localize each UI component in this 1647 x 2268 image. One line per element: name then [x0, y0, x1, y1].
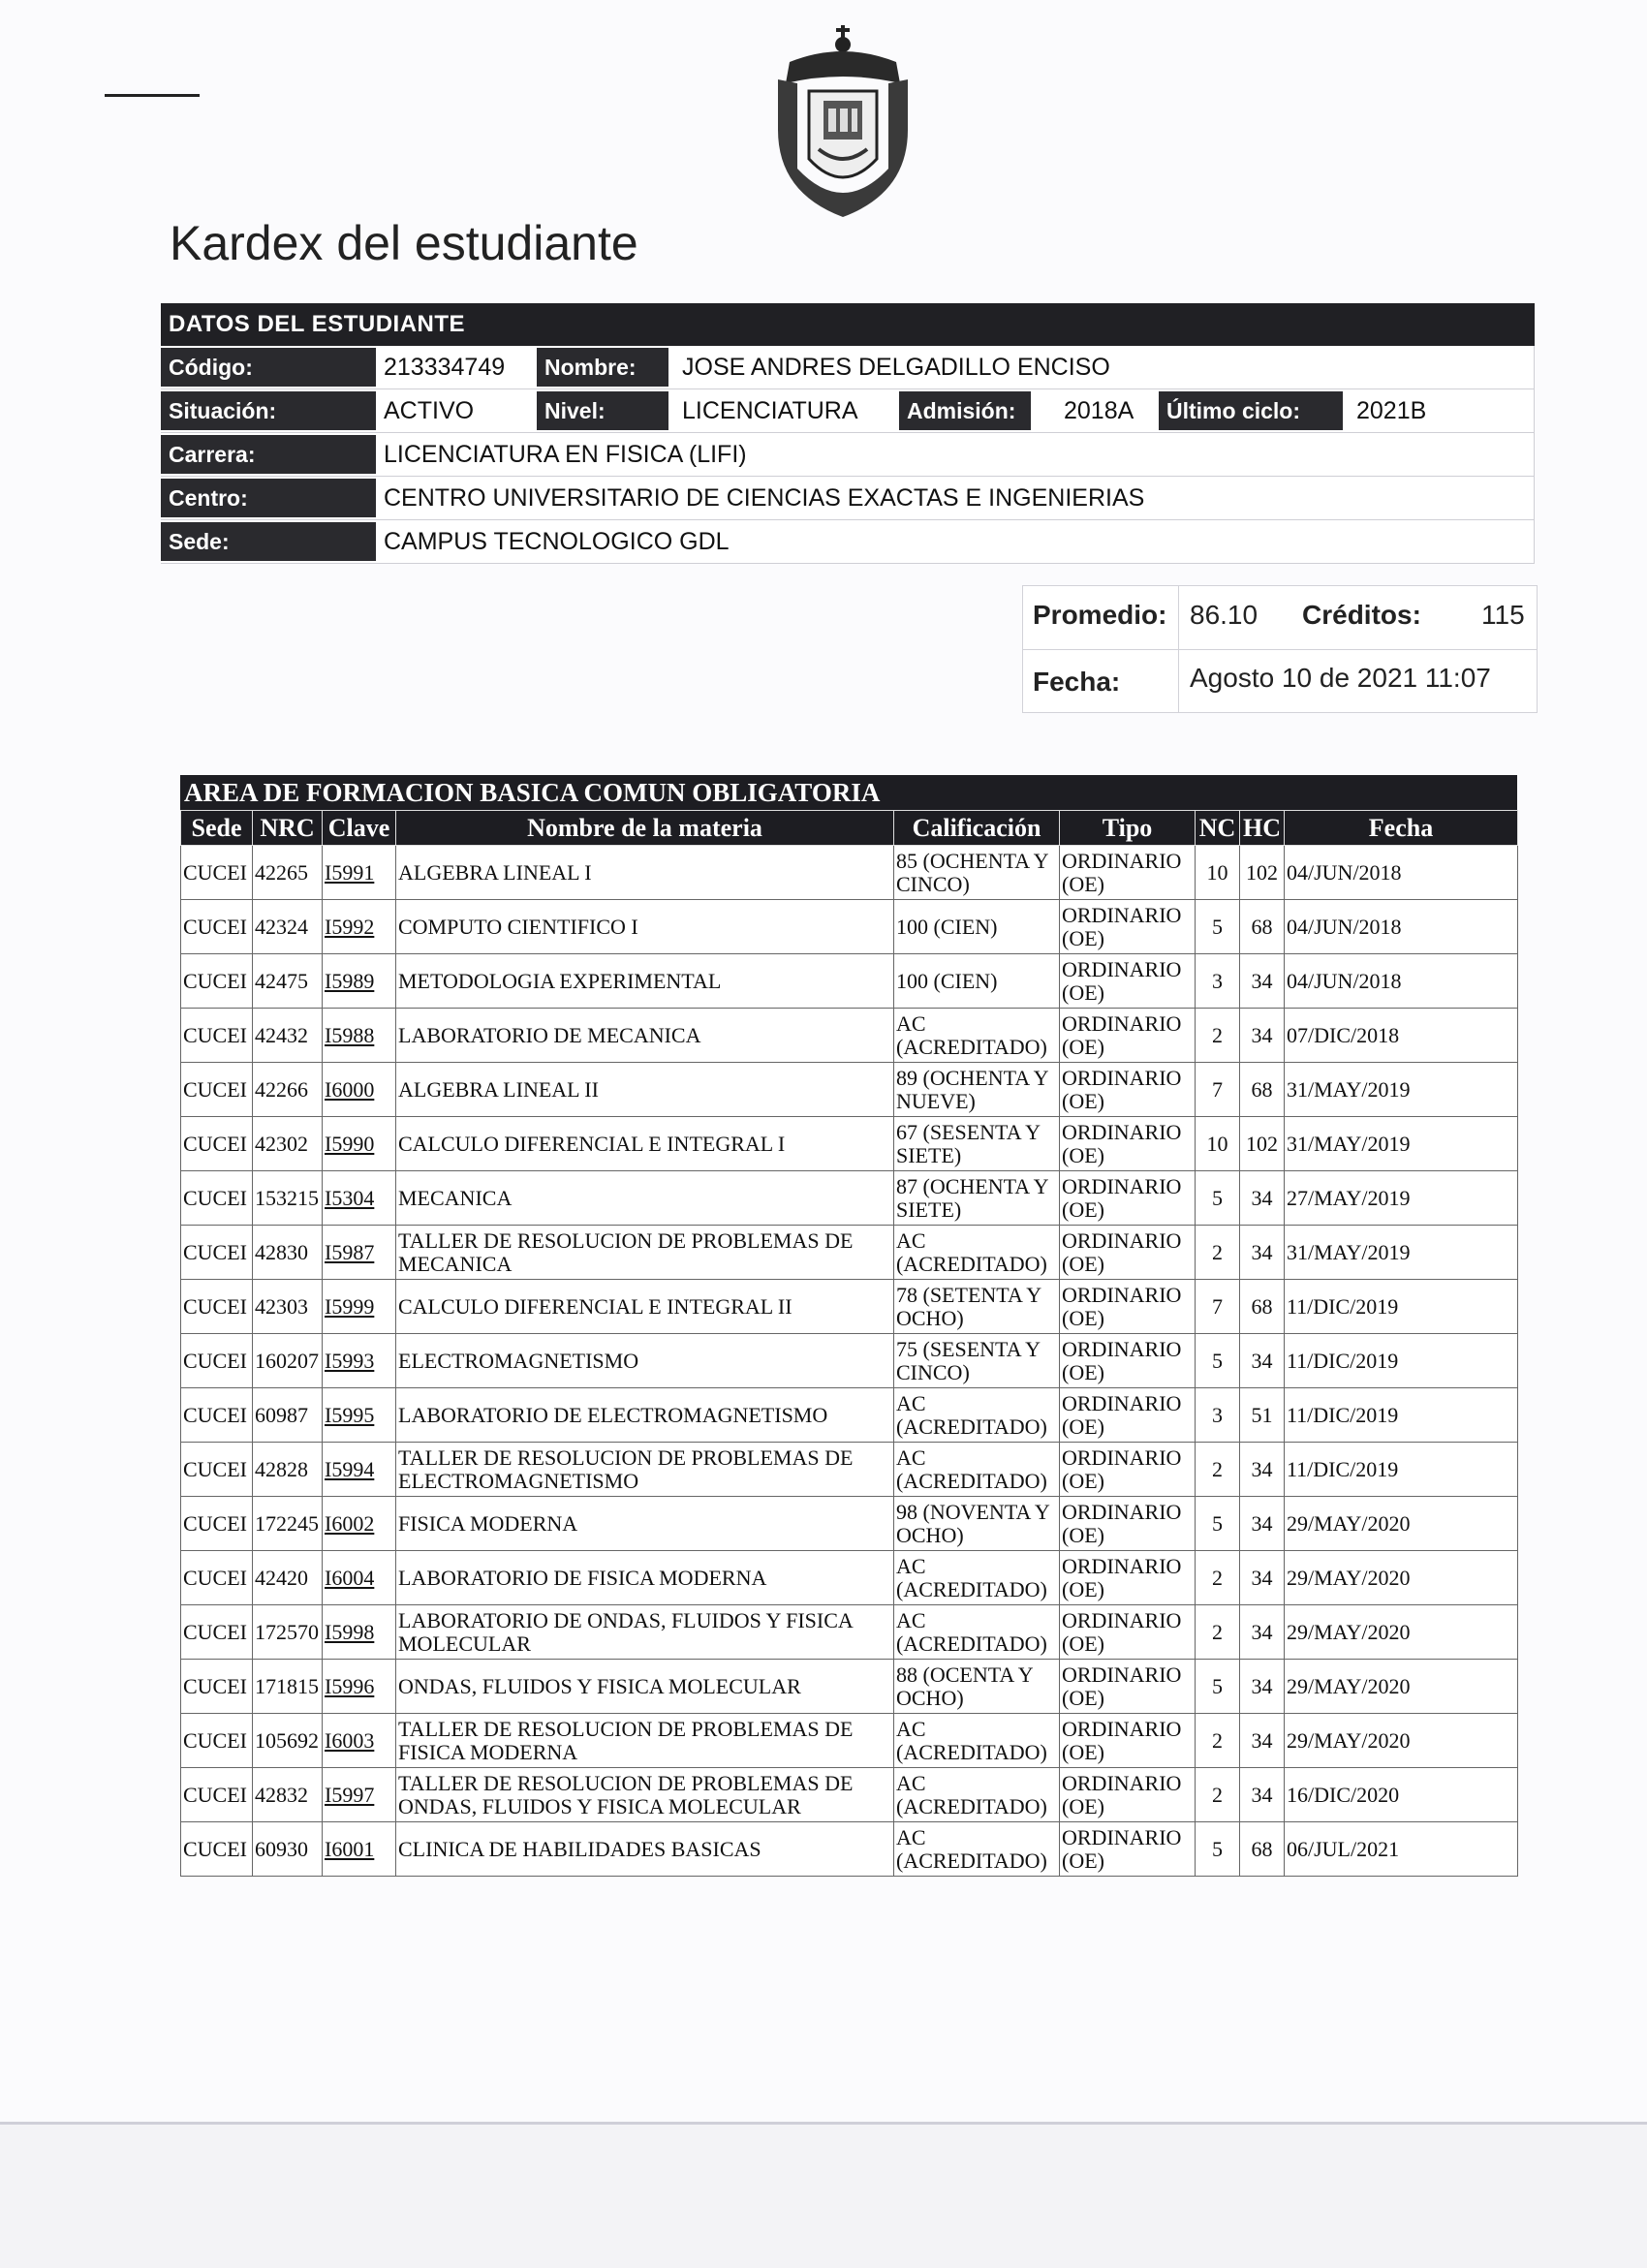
cell-nombre-materia: METODOLOGIA EXPERIMENTAL	[396, 954, 894, 1009]
area-title: AREA DE FORMACION BASICA COMUN OBLIGATORIA	[180, 775, 1517, 810]
cell-tipo: ORDINARIO (OE)	[1060, 1009, 1196, 1063]
cell-nc: 2	[1196, 1551, 1240, 1605]
cell-sede: CUCEI	[181, 1497, 253, 1551]
codigo-value: 213334749	[384, 354, 506, 381]
cell-calificacion: AC (ACREDITADO)	[894, 1388, 1060, 1443]
cell-nc: 5	[1196, 1334, 1240, 1388]
cell-fecha: 31/MAY/2019	[1285, 1117, 1518, 1171]
cell-nombre-materia: LABORATORIO DE ONDAS, FLUIDOS Y FISICA MOLECULAR	[396, 1605, 894, 1660]
cell-tipo: ORDINARIO (OE)	[1060, 1171, 1196, 1226]
cell-fecha: 31/MAY/2019	[1285, 1226, 1518, 1280]
situacion-label: Situación:	[161, 391, 376, 430]
cell-fecha: 06/JUL/2021	[1285, 1822, 1518, 1877]
cell-nombre-materia: COMPUTO CIENTIFICO I	[396, 900, 894, 954]
cell-clave[interactable]: I5989	[323, 954, 396, 1009]
cell-tipo: ORDINARIO (OE)	[1060, 1822, 1196, 1877]
cell-clave[interactable]: I5304	[323, 1171, 396, 1226]
cell-nrc: 42432	[253, 1009, 323, 1063]
table-row	[181, 1280, 1518, 1334]
cell-clave[interactable]: I6000	[323, 1063, 396, 1117]
cell-hc: 34	[1240, 1714, 1285, 1768]
table-row	[181, 1117, 1518, 1171]
cell-clave[interactable]: I5987	[323, 1226, 396, 1280]
nivel-value: LICENCIATURA	[682, 397, 858, 424]
cell-nc: 2	[1196, 1768, 1240, 1822]
carrera-label: Carrera:	[161, 435, 376, 474]
cell-tipo: ORDINARIO (OE)	[1060, 1280, 1196, 1334]
cell-nc: 2	[1196, 1009, 1240, 1063]
cell-nc: 5	[1196, 1822, 1240, 1877]
cell-hc: 68	[1240, 1822, 1285, 1877]
cell-clave[interactable]: I6004	[323, 1551, 396, 1605]
cell-nrc: 42420	[253, 1551, 323, 1605]
cell-nc: 5	[1196, 1497, 1240, 1551]
table-row	[181, 846, 1518, 900]
cell-sede: CUCEI	[181, 1171, 253, 1226]
ultimo-ciclo-label: Último ciclo:	[1159, 391, 1343, 430]
cell-sede: CUCEI	[181, 1063, 253, 1117]
fecha-label: Fecha:	[1033, 667, 1121, 697]
cell-calificacion: AC (ACREDITADO)	[894, 1768, 1060, 1822]
cell-fecha: 04/JUN/2018	[1285, 954, 1518, 1009]
cell-hc: 34	[1240, 954, 1285, 1009]
cell-sede: CUCEI	[181, 1551, 253, 1605]
course-table	[180, 810, 1518, 1877]
centro-label: Centro:	[161, 479, 376, 517]
cell-fecha: 04/JUN/2018	[1285, 846, 1518, 900]
cell-nombre-materia: TALLER DE RESOLUCION DE PROBLEMAS DE FISICA MODERNA	[396, 1714, 894, 1768]
cell-nombre-materia: CALCULO DIFERENCIAL E INTEGRAL II	[396, 1280, 894, 1334]
cell-nombre-materia: MECANICA	[396, 1171, 894, 1226]
sede-label: Sede:	[161, 522, 376, 561]
cell-calificacion: AC (ACREDITADO)	[894, 1605, 1060, 1660]
cell-fecha: 07/DIC/2018	[1285, 1009, 1518, 1063]
cell-hc: 102	[1240, 846, 1285, 900]
summary-panel	[1022, 585, 1538, 713]
cell-hc: 34	[1240, 1768, 1285, 1822]
cell-calificacion: AC (ACREDITADO)	[894, 1226, 1060, 1280]
cell-nrc: 42265	[253, 846, 323, 900]
cell-fecha: 27/MAY/2019	[1285, 1171, 1518, 1226]
cell-hc: 51	[1240, 1388, 1285, 1443]
cell-tipo: ORDINARIO (OE)	[1060, 1117, 1196, 1171]
nombre-value: JOSE ANDRES DELGADILLO ENCISO	[682, 354, 1110, 381]
table-row	[181, 1497, 1518, 1551]
creditos-value: 115	[1481, 600, 1525, 630]
cell-hc: 68	[1240, 1280, 1285, 1334]
cell-clave[interactable]: I5997	[323, 1768, 396, 1822]
cell-nombre-materia: LABORATORIO DE ELECTROMAGNETISMO	[396, 1388, 894, 1443]
cell-calificacion: 88 (OCENTA Y OCHO)	[894, 1660, 1060, 1714]
cell-nrc: 160207	[253, 1334, 323, 1388]
cell-fecha: 16/DIC/2020	[1285, 1768, 1518, 1822]
column-header-nrc: NRC	[253, 811, 323, 846]
row-carrera	[161, 433, 1535, 477]
table-row	[181, 1551, 1518, 1605]
nivel-label: Nivel:	[537, 391, 668, 430]
summary-divider	[1178, 586, 1179, 712]
cell-nc: 7	[1196, 1280, 1240, 1334]
situacion-value: ACTIVO	[384, 397, 475, 424]
table-row	[181, 1009, 1518, 1063]
cell-clave[interactable]: I5988	[323, 1009, 396, 1063]
admision-value: 2018A	[1064, 397, 1134, 424]
cell-nrc: 42303	[253, 1280, 323, 1334]
cell-tipo: ORDINARIO (OE)	[1060, 954, 1196, 1009]
cell-calificacion: AC (ACREDITADO)	[894, 1443, 1060, 1497]
cell-clave[interactable]: I5995	[323, 1388, 396, 1443]
cell-fecha: 04/JUN/2018	[1285, 900, 1518, 954]
cell-sede: CUCEI	[181, 846, 253, 900]
table-row	[181, 900, 1518, 954]
cell-fecha: 29/MAY/2020	[1285, 1551, 1518, 1605]
cell-fecha: 11/DIC/2019	[1285, 1334, 1518, 1388]
row-situacion	[161, 389, 1535, 433]
cell-tipo: ORDINARIO (OE)	[1060, 900, 1196, 954]
cell-sede: CUCEI	[181, 900, 253, 954]
course-table-body	[181, 846, 1518, 1877]
cell-calificacion: AC (ACREDITADO)	[894, 1551, 1060, 1605]
cell-hc: 34	[1240, 1443, 1285, 1497]
cell-fecha: 29/MAY/2020	[1285, 1605, 1518, 1660]
cell-sede: CUCEI	[181, 1822, 253, 1877]
cell-tipo: ORDINARIO (OE)	[1060, 1388, 1196, 1443]
cell-hc: 34	[1240, 1009, 1285, 1063]
cell-sede: CUCEI	[181, 954, 253, 1009]
cell-sede: CUCEI	[181, 1388, 253, 1443]
cell-nc: 3	[1196, 1388, 1240, 1443]
cell-calificacion: 78 (SETENTA Y OCHO)	[894, 1280, 1060, 1334]
cell-sede: CUCEI	[181, 1009, 253, 1063]
cell-tipo: ORDINARIO (OE)	[1060, 1768, 1196, 1822]
cell-hc: 68	[1240, 1063, 1285, 1117]
cell-tipo: ORDINARIO (OE)	[1060, 1551, 1196, 1605]
cell-clave[interactable]: I6002	[323, 1497, 396, 1551]
cell-sede: CUCEI	[181, 1334, 253, 1388]
column-header-sede: Sede	[181, 811, 253, 846]
cell-nrc: 42830	[253, 1226, 323, 1280]
promedio-label: Promedio:	[1033, 600, 1167, 630]
nombre-label: Nombre:	[537, 348, 668, 387]
cell-tipo: ORDINARIO (OE)	[1060, 1497, 1196, 1551]
cell-calificacion: 100 (CIEN)	[894, 900, 1060, 954]
cell-nc: 10	[1196, 846, 1240, 900]
cell-fecha: 29/MAY/2020	[1285, 1714, 1518, 1768]
cell-calificacion: AC (ACREDITADO)	[894, 1822, 1060, 1877]
cell-nrc: 42324	[253, 900, 323, 954]
cell-nombre-materia: ALGEBRA LINEAL I	[396, 846, 894, 900]
carrera-value: LICENCIATURA EN FISICA (LIFI)	[384, 441, 747, 468]
cell-nc: 5	[1196, 900, 1240, 954]
admision-label: Admisión:	[899, 391, 1031, 430]
cell-hc: 34	[1240, 1551, 1285, 1605]
cell-tipo: ORDINARIO (OE)	[1060, 1605, 1196, 1660]
cell-nombre-materia: ELECTROMAGNETISMO	[396, 1334, 894, 1388]
sede-value: CAMPUS TECNOLOGICO GDL	[384, 528, 730, 555]
table-row	[181, 954, 1518, 1009]
cell-nc: 2	[1196, 1226, 1240, 1280]
cell-hc: 34	[1240, 1334, 1285, 1388]
cell-nc: 5	[1196, 1171, 1240, 1226]
cell-hc: 68	[1240, 900, 1285, 954]
column-header-hc: HC	[1240, 811, 1285, 846]
cell-tipo: ORDINARIO (OE)	[1060, 1443, 1196, 1497]
column-header-nombre-materia: Nombre de la materia	[396, 811, 894, 846]
cell-fecha: 31/MAY/2019	[1285, 1063, 1518, 1117]
cell-nc: 2	[1196, 1443, 1240, 1497]
table-row	[181, 1660, 1518, 1714]
cell-nrc: 42266	[253, 1063, 323, 1117]
cell-calificacion: AC (ACREDITADO)	[894, 1714, 1060, 1768]
cell-nrc: 172245	[253, 1497, 323, 1551]
cell-clave[interactable]: I5996	[323, 1660, 396, 1714]
cell-hc: 34	[1240, 1660, 1285, 1714]
cell-clave[interactable]: I5990	[323, 1117, 396, 1171]
column-header-calificacion: Calificación	[894, 811, 1060, 846]
cell-clave[interactable]: I6003	[323, 1714, 396, 1768]
cell-fecha: 29/MAY/2020	[1285, 1660, 1518, 1714]
column-header-nc: NC	[1196, 811, 1240, 846]
cell-sede: CUCEI	[181, 1280, 253, 1334]
cell-tipo: ORDINARIO (OE)	[1060, 1063, 1196, 1117]
row-sede	[161, 520, 1535, 564]
cell-sede: CUCEI	[181, 1117, 253, 1171]
page-bottom-edge	[0, 2122, 1647, 2268]
cell-clave[interactable]: I5994	[323, 1443, 396, 1497]
cell-nombre-materia: CALCULO DIFERENCIAL E INTEGRAL I	[396, 1117, 894, 1171]
university-seal-logo	[770, 23, 916, 222]
table-row	[181, 1334, 1518, 1388]
cell-fecha: 11/DIC/2019	[1285, 1388, 1518, 1443]
cell-nrc: 42302	[253, 1117, 323, 1171]
cell-tipo: ORDINARIO (OE)	[1060, 1660, 1196, 1714]
cell-calificacion: 75 (SESENTA Y CINCO)	[894, 1334, 1060, 1388]
table-row	[181, 1822, 1518, 1877]
row-centro	[161, 477, 1535, 520]
column-header-tipo: Tipo	[1060, 811, 1196, 846]
cell-clave[interactable]: I6001	[323, 1822, 396, 1877]
cell-clave[interactable]: I5991	[323, 846, 396, 900]
column-header-clave: Clave	[323, 811, 396, 846]
cell-clave[interactable]: I5993	[323, 1334, 396, 1388]
cell-nrc: 105692	[253, 1714, 323, 1768]
cell-calificacion: 67 (SESENTA Y SIETE)	[894, 1117, 1060, 1171]
cell-sede: CUCEI	[181, 1714, 253, 1768]
cell-clave[interactable]: I5998	[323, 1605, 396, 1660]
cell-nrc: 171815	[253, 1660, 323, 1714]
cell-hc: 102	[1240, 1117, 1285, 1171]
pen-mark	[105, 94, 200, 97]
cell-hc: 34	[1240, 1497, 1285, 1551]
table-header-row	[181, 811, 1518, 846]
cell-clave[interactable]: I5992	[323, 900, 396, 954]
cell-nc: 2	[1196, 1605, 1240, 1660]
cell-calificacion: 98 (NOVENTA Y OCHO)	[894, 1497, 1060, 1551]
cell-nombre-materia: TALLER DE RESOLUCION DE PROBLEMAS DE ONDAS, FLUIDOS Y FISICA MOLECULAR	[396, 1768, 894, 1822]
page-title: Kardex del estudiante	[170, 216, 638, 270]
student-data-header: DATOS DEL ESTUDIANTE	[161, 303, 1535, 346]
cell-calificacion: 87 (OCHENTA Y SIETE)	[894, 1171, 1060, 1226]
table-row	[181, 1226, 1518, 1280]
cell-calificacion: 89 (OCHENTA Y NUEVE)	[894, 1063, 1060, 1117]
cell-hc: 34	[1240, 1605, 1285, 1660]
cell-tipo: ORDINARIO (OE)	[1060, 846, 1196, 900]
table-row	[181, 1171, 1518, 1226]
table-row	[181, 1768, 1518, 1822]
fecha-value: Agosto 10 de 2021 11:07	[1190, 663, 1491, 693]
table-row	[181, 1714, 1518, 1768]
cell-nc: 2	[1196, 1714, 1240, 1768]
cell-fecha: 11/DIC/2019	[1285, 1280, 1518, 1334]
table-row	[181, 1443, 1518, 1497]
table-row	[181, 1388, 1518, 1443]
table-row	[181, 1063, 1518, 1117]
cell-nombre-materia: LABORATORIO DE FISICA MODERNA	[396, 1551, 894, 1605]
cell-nrc: 60930	[253, 1822, 323, 1877]
ultimo-ciclo-value: 2021B	[1356, 397, 1427, 424]
cell-nombre-materia: TALLER DE RESOLUCION DE PROBLEMAS DE ELECTROMAGNETISMO	[396, 1443, 894, 1497]
creditos-label: Créditos:	[1302, 600, 1421, 630]
cell-nombre-materia: FISICA MODERNA	[396, 1497, 894, 1551]
cell-nrc: 60987	[253, 1388, 323, 1443]
cell-sede: CUCEI	[181, 1768, 253, 1822]
cell-sede: CUCEI	[181, 1605, 253, 1660]
course-area	[180, 775, 1517, 1877]
cell-nombre-materia: TALLER DE RESOLUCION DE PROBLEMAS DE MECANICA	[396, 1226, 894, 1280]
row-codigo	[161, 346, 1535, 389]
cell-nrc: 172570	[253, 1605, 323, 1660]
cell-hc: 34	[1240, 1171, 1285, 1226]
column-header-fecha: Fecha	[1285, 811, 1518, 846]
table-row	[181, 1605, 1518, 1660]
cell-nrc: 153215	[253, 1171, 323, 1226]
cell-tipo: ORDINARIO (OE)	[1060, 1226, 1196, 1280]
cell-nc: 7	[1196, 1063, 1240, 1117]
cell-hc: 34	[1240, 1226, 1285, 1280]
cell-calificacion: 85 (OCHENTA Y CINCO)	[894, 846, 1060, 900]
cell-clave[interactable]: I5999	[323, 1280, 396, 1334]
codigo-label: Código:	[161, 348, 376, 387]
cell-nrc: 42828	[253, 1443, 323, 1497]
cell-calificacion: AC (ACREDITADO)	[894, 1009, 1060, 1063]
cell-nc: 3	[1196, 954, 1240, 1009]
cell-tipo: ORDINARIO (OE)	[1060, 1714, 1196, 1768]
cell-nc: 5	[1196, 1660, 1240, 1714]
centro-value: CENTRO UNIVERSITARIO DE CIENCIAS EXACTAS E INGENIERIAS	[384, 484, 1145, 512]
promedio-value: 86.10	[1190, 600, 1259, 630]
cell-nombre-materia: CLINICA DE HABILIDADES BASICAS	[396, 1822, 894, 1877]
cell-nrc: 42832	[253, 1768, 323, 1822]
cell-fecha: 29/MAY/2020	[1285, 1497, 1518, 1551]
cell-nombre-materia: LABORATORIO DE MECANICA	[396, 1009, 894, 1063]
cell-sede: CUCEI	[181, 1226, 253, 1280]
cell-calificacion: 100 (CIEN)	[894, 954, 1060, 1009]
cell-nombre-materia: ALGEBRA LINEAL II	[396, 1063, 894, 1117]
cell-nrc: 42475	[253, 954, 323, 1009]
cell-tipo: ORDINARIO (OE)	[1060, 1334, 1196, 1388]
cell-fecha: 11/DIC/2019	[1285, 1443, 1518, 1497]
student-data-panel	[161, 303, 1535, 564]
cell-nc: 10	[1196, 1117, 1240, 1171]
cell-sede: CUCEI	[181, 1443, 253, 1497]
cell-sede: CUCEI	[181, 1660, 253, 1714]
cell-nombre-materia: ONDAS, FLUIDOS Y FISICA MOLECULAR	[396, 1660, 894, 1714]
